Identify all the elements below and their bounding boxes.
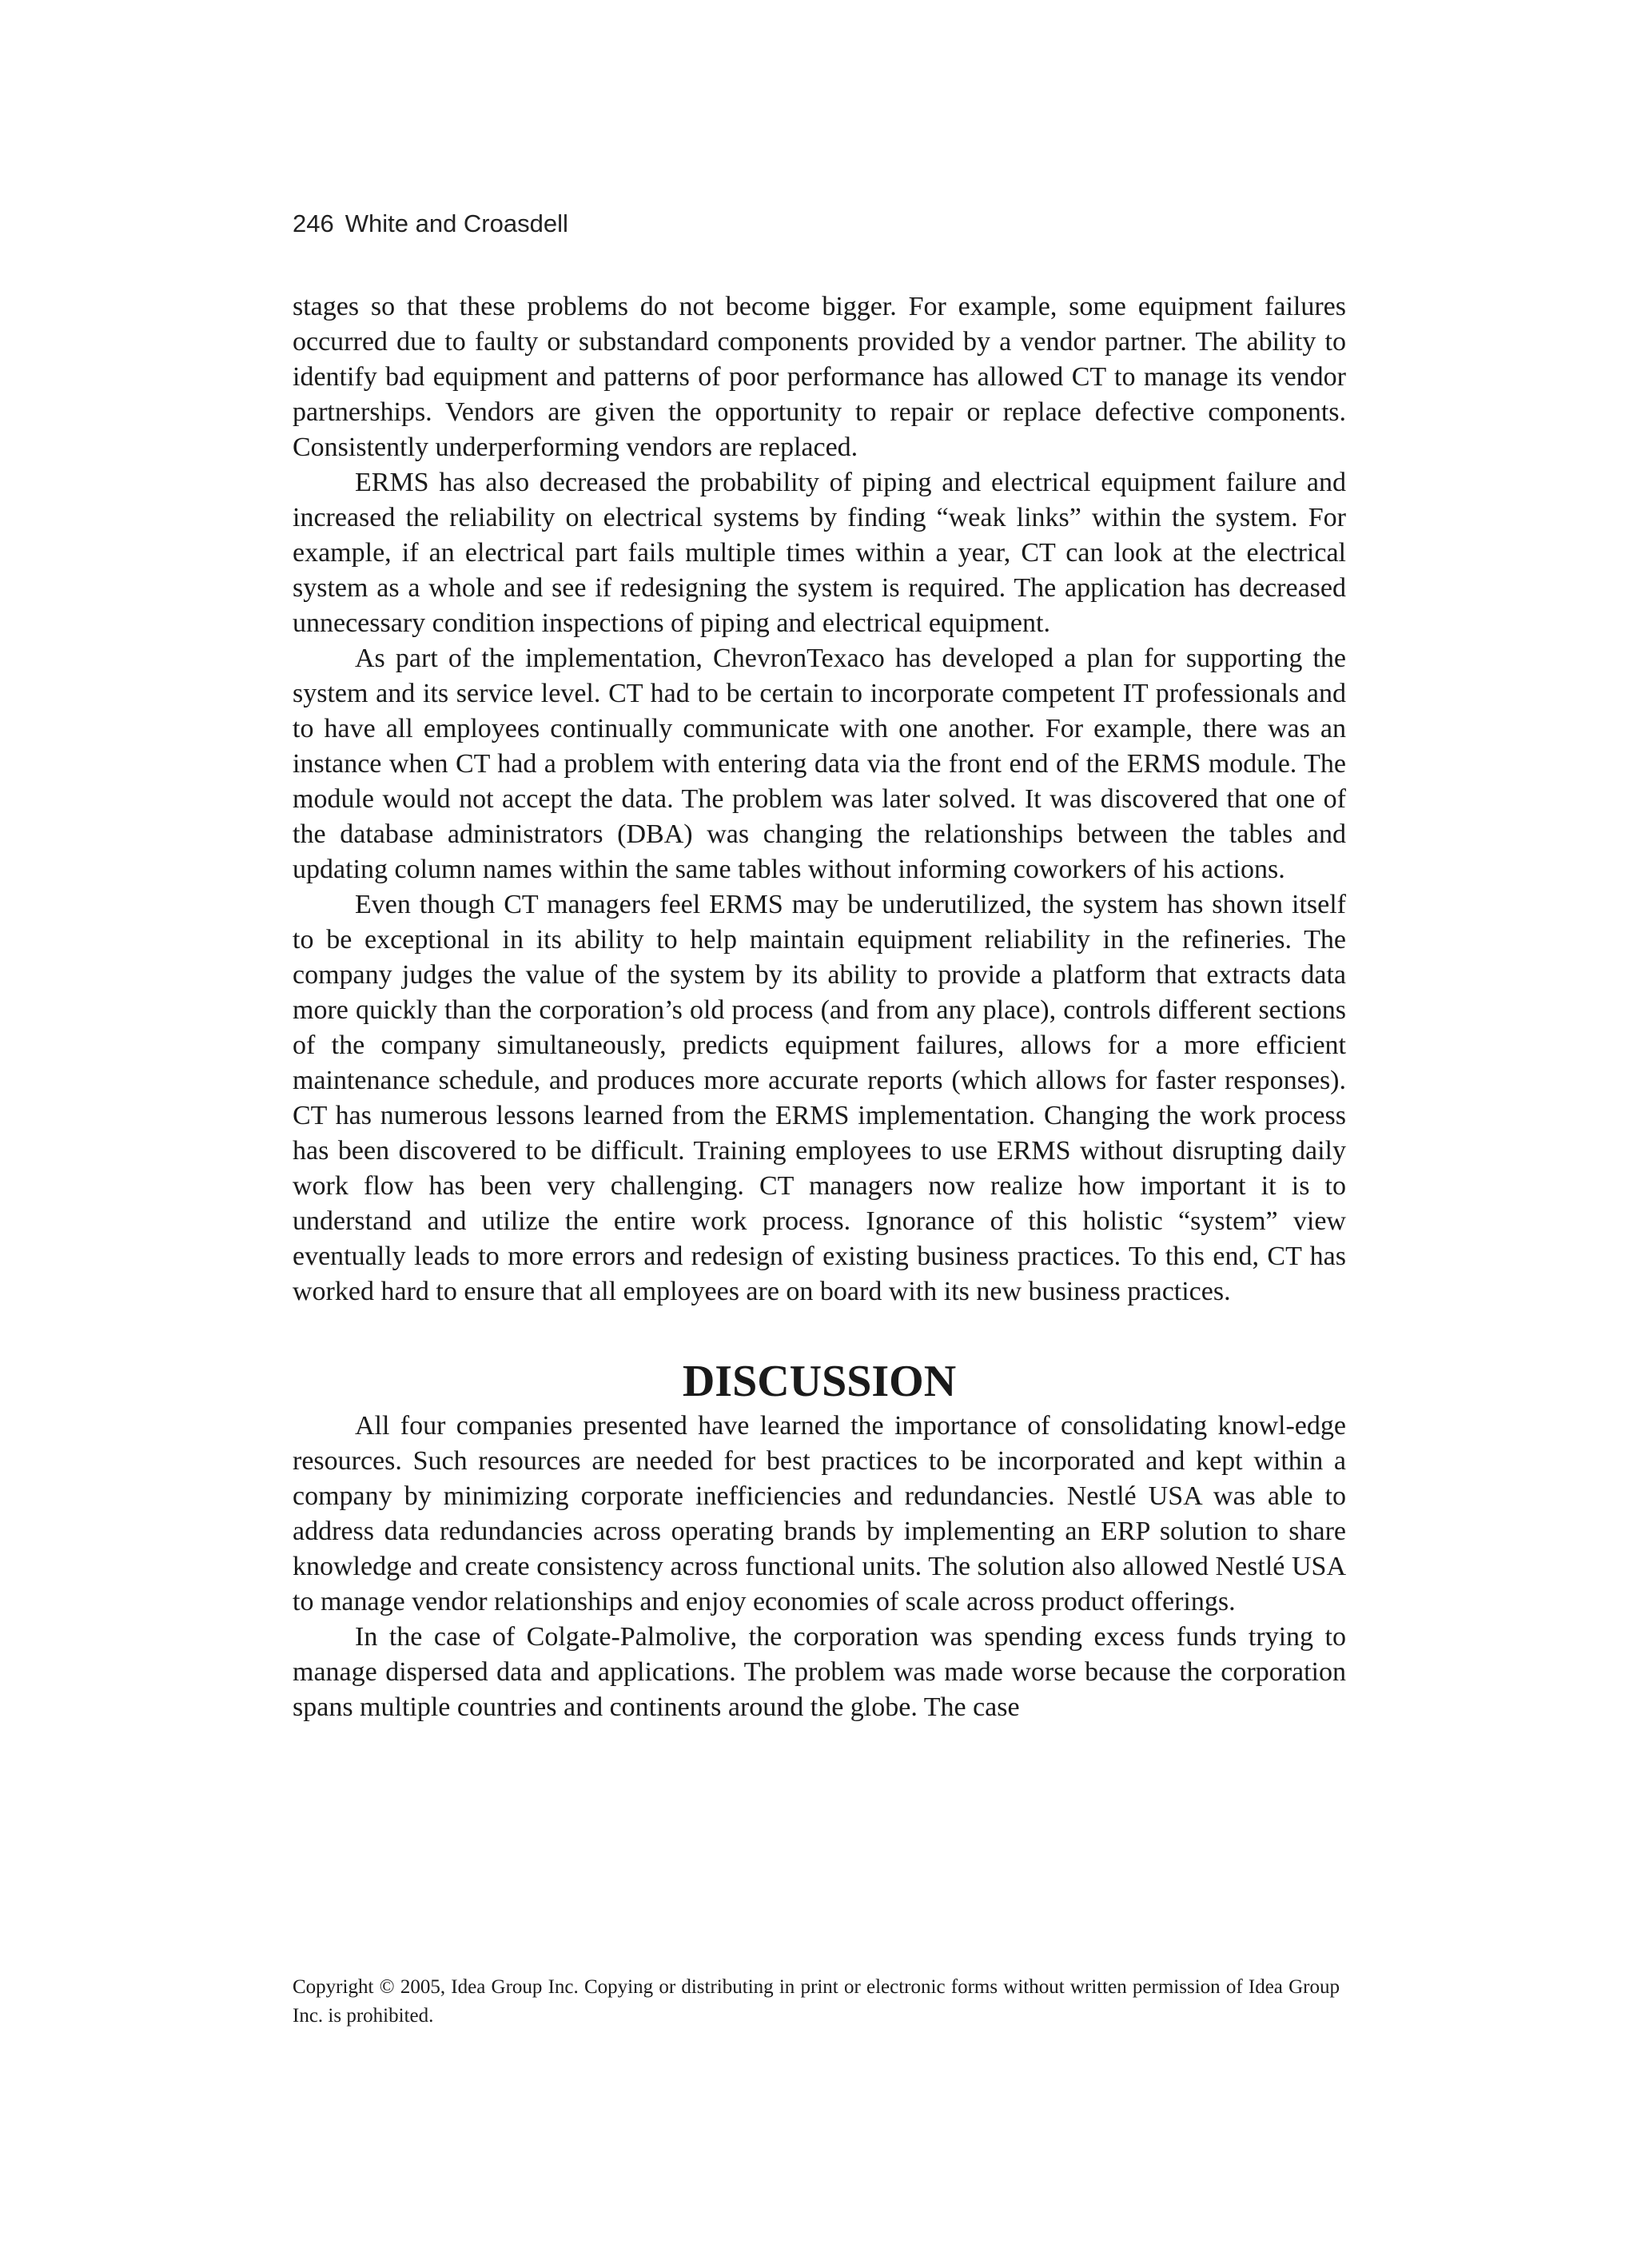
section-heading-discussion: DISCUSSION [682, 1357, 957, 1406]
paragraph-continued: stages so that these problems do not become bigger. For example, some equipment failures occurred due to faulty or substandard components provided by a vendor partner. The ability to identify bad equipment and patterns of poor performance has allowed CT to manage its vendor partnerships. Vendors are given the opportunity to repair or replace defective components. Consistently underperforming vendors are replaced. [293, 292, 1346, 462]
page-number: 246 [293, 209, 334, 237]
paragraph-erms-reliability: ERMS has also decreased the probability of piping and electrical equipment failure and increased the reliability on electrical systems by finding “weak links” within the system. For example, if an electrical part fails multiple times within a year, CT can look at the electrical system as a whole and see if redesigning the system is required. The application has decreased unnecessary condition inspections of piping and electrical equipment. [293, 468, 1346, 638]
paragraph-discussion-knowledge: All four companies presented have learned the importance of consolidating knowl-edge resources. Such resources are needed for best practices to be incorporated and kept within a company by minimizing corporate inefficiencies and redundancies. Nestlé USA was able to address data redundancies across operating brands by implementing an ERP solution to share knowledge and create consistency across functional units. The solution also allowed Nestlé USA to manage vendor relationships and enjoy economies of scale across product offerings. [293, 1411, 1346, 1616]
running-header [293, 209, 568, 238]
paragraph-ct-lessons: Even though CT managers feel ERMS may be underutilized, the system has shown itself to be exceptional in its ability to help maintain equipment reliability in the refineries. The company judges the value of the system by its ability to provide a platform that extracts data more quickly than the corporation’s old process (and from any place), controls different sections of the company simultaneously, predicts equipment failures, allows for a more efficient maintenance schedule, and produces more accurate reports (which allows for faster responses). CT has numerous lessons learned from the ERMS implementation. Changing the work process has been discovered to be difficult. Training employees to use ERMS without disrupting daily work flow has been very challenging. CT managers now realize how important it is to understand and utilize the entire work process. Ignorance of this holistic “system” view eventually leads to more errors and redesign of existing business practices. To this end, CT has worked hard to ensure that all employees are on board with its new business practices. [293, 890, 1346, 1306]
paragraph-discussion-colgate: In the case of Colgate-Palmolive, the corporation was spending excess funds trying to manage dispersed data and applications. The problem was made worse because the corporation spans multiple countries and continents around the globe. The case [293, 1622, 1346, 1722]
body-text [293, 289, 1346, 1725]
running-title: White and Croasdell [345, 209, 568, 237]
paragraph-implementation-plan: As part of the implementation, ChevronTexaco has developed a plan for supporting the system and its service level. CT had to be certain to incorporate competent IT professionals and to have all employees continually communicate with one another. For example, there was an instance when CT had a problem with entering data via the front end of the ERMS module. The module would not accept the data. The problem was later solved. It was discovered that one of the database administrators (DBA) was changing the relationships between the tables and updating column names within the same tables without informing coworkers of his actions. [293, 644, 1346, 884]
copyright-notice: Copyright © 2005, Idea Group Inc. Copying or distributing in print or electronic forms without written permission of Idea Group Inc. is prohibited. [293, 1976, 1340, 2027]
